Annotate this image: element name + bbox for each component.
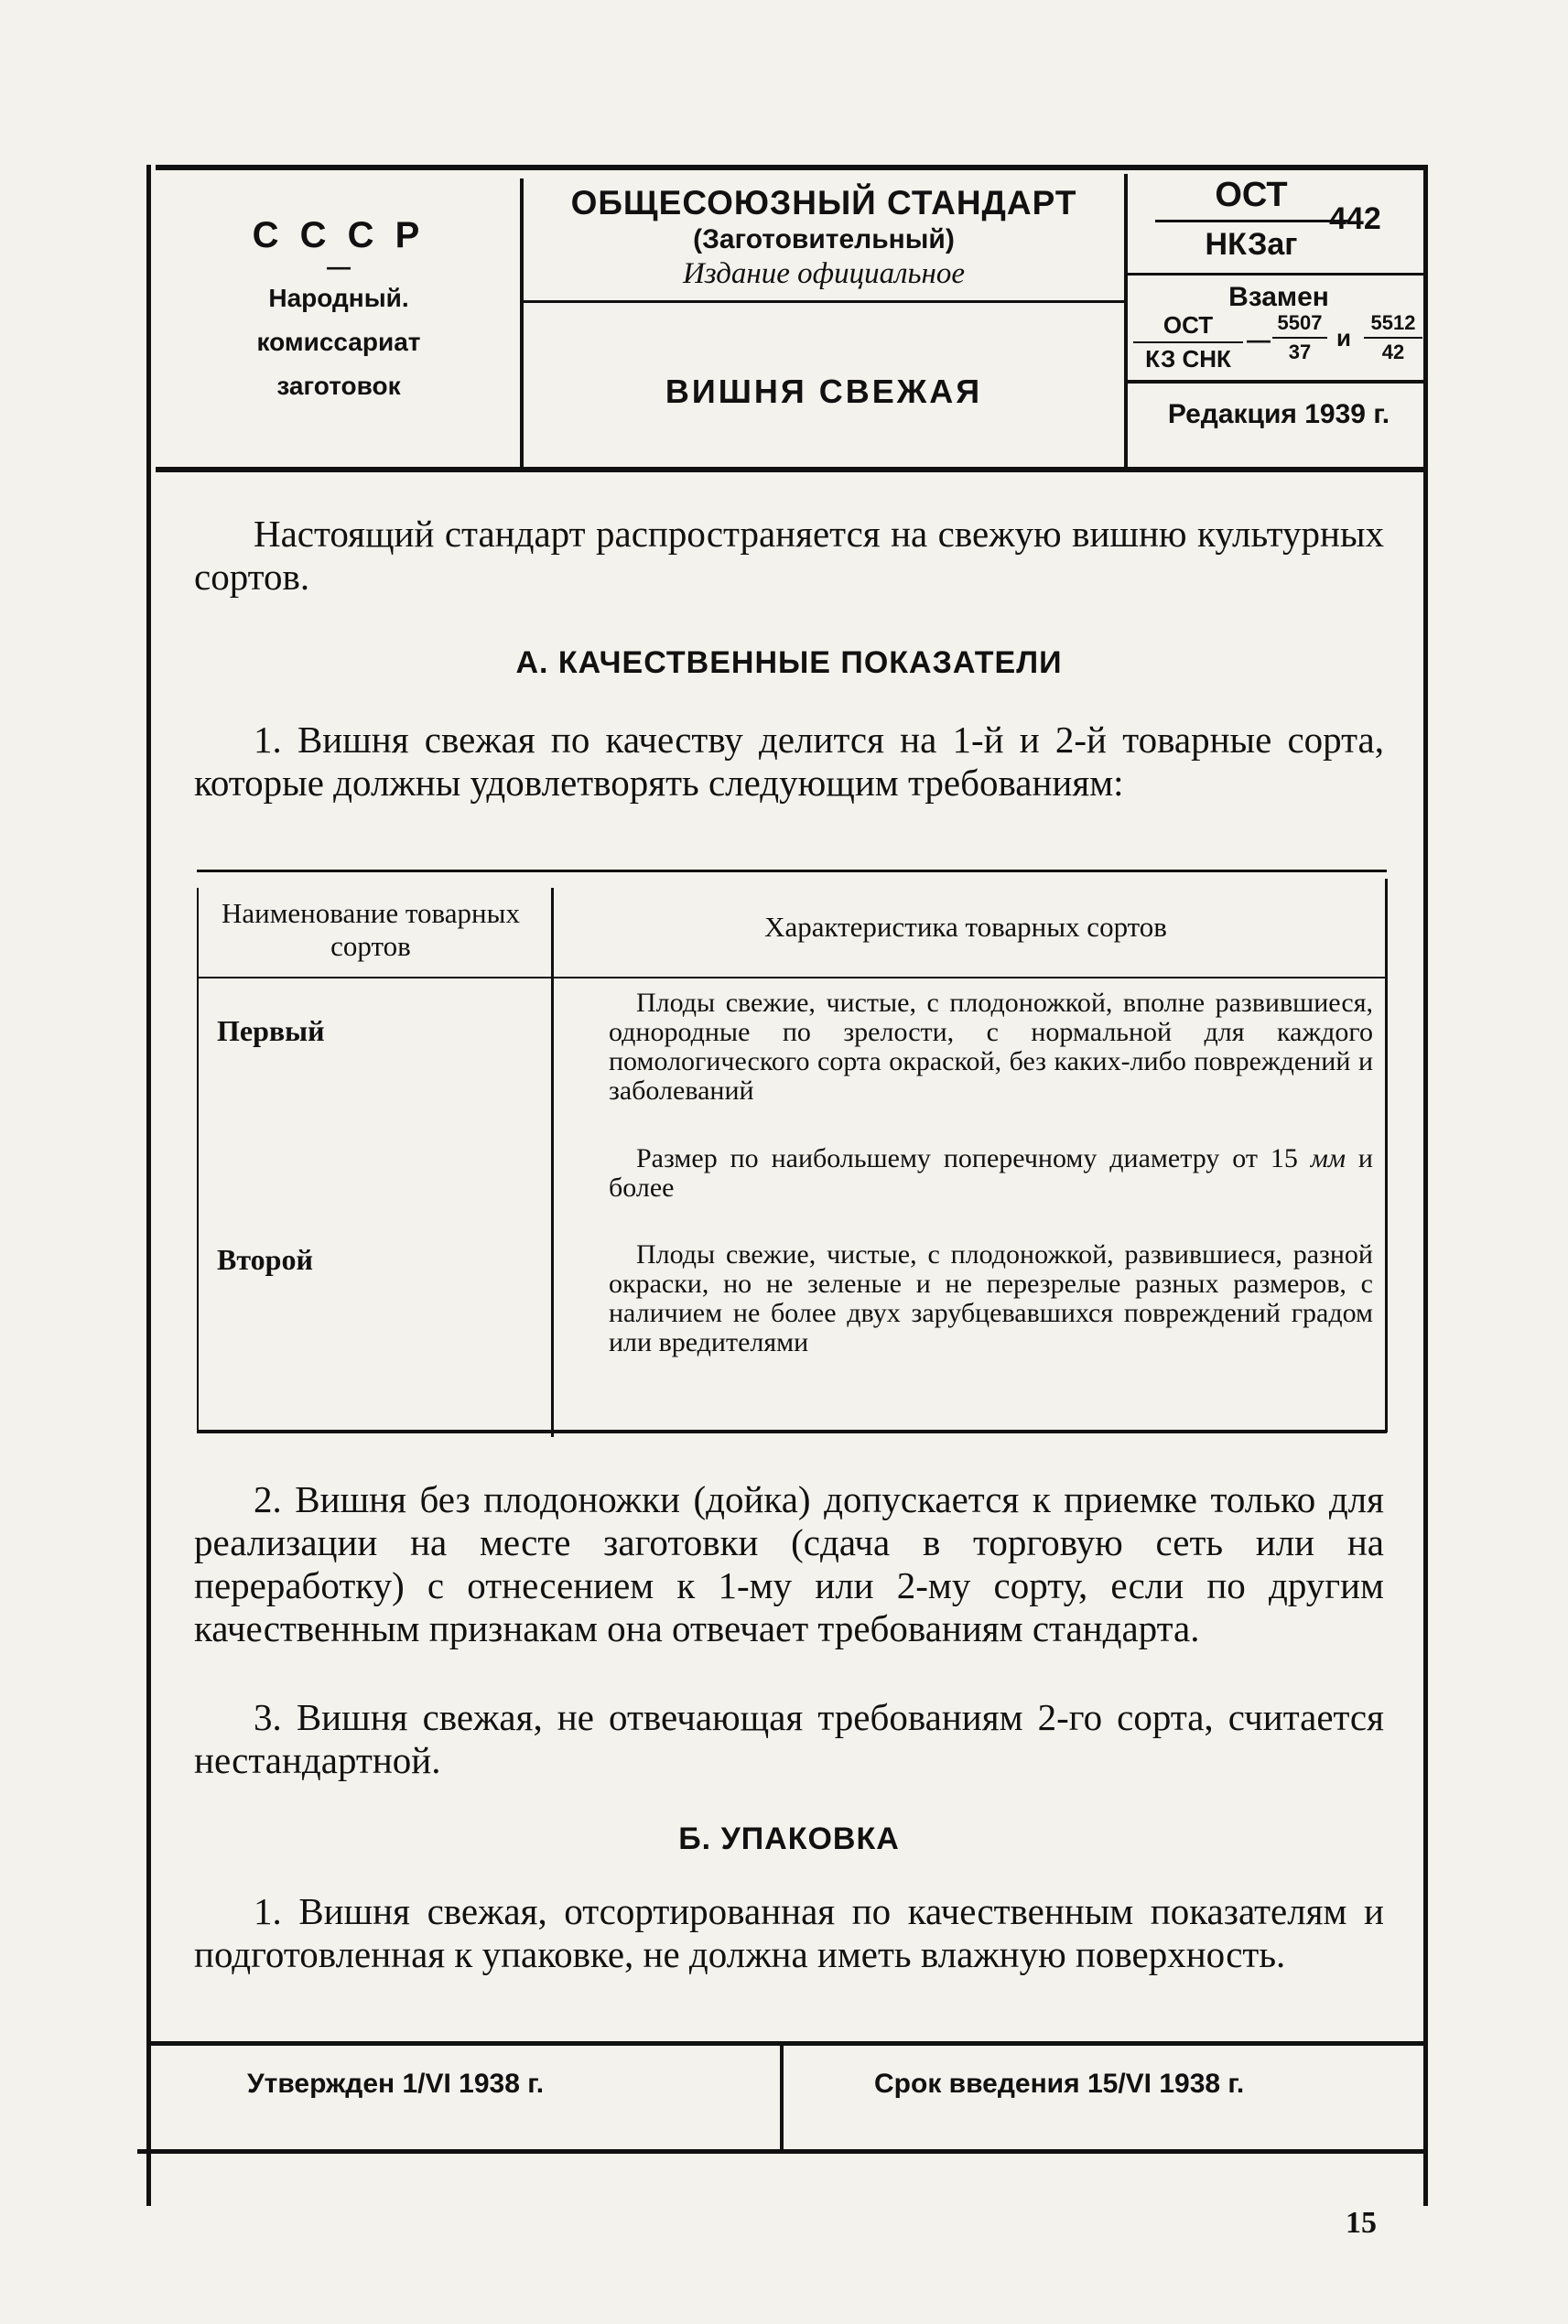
column-header-grade-name: Наименование товарных сортов xyxy=(222,897,520,962)
org-line-2: комиссариат xyxy=(256,328,421,356)
table-bottom-rule xyxy=(197,1430,1387,1433)
ost-number: 442 xyxy=(1329,201,1381,236)
paragraph-a2 xyxy=(194,1478,1384,1650)
replaces-dash: — xyxy=(1247,326,1271,353)
table-header-rule xyxy=(197,977,1387,978)
row-first-grade-name: Первый xyxy=(217,1014,325,1047)
standard-title: ОБЩЕСОЮЗНЫЙ СТАНДАРТ xyxy=(570,184,1077,222)
row-first-text-2b: и более xyxy=(609,1143,1373,1203)
paragraph-b1-text: 1. Вишня свежая, отсортированная по качественным показателям и подготовленная к упаковке, не должна иметь влажную поверхность. xyxy=(194,1890,1384,1975)
effective-date: Срок введения 15/VI 1938 г. xyxy=(874,2069,1245,2099)
approved-date: Утвержден 1/VI 1938 г. xyxy=(247,2069,545,2099)
replaces-ost-den: КЗ СНК xyxy=(1145,345,1231,373)
table-column-divider xyxy=(551,888,554,1437)
column-header-characteristics: Характеристика товарных сортов xyxy=(764,911,1167,943)
paragraph-a3-text: 3. Вишня свежая, не отвечающая требованиям 2-го сорта, считается нестандартной. xyxy=(194,1696,1384,1781)
standard-title-block xyxy=(526,178,1121,297)
replaces-fraction-1 xyxy=(1272,311,1327,364)
standard-subtitle: (Заготовительный) xyxy=(693,224,955,254)
header-divider-1 xyxy=(520,178,524,467)
ost-numerator: ОСТ xyxy=(1215,176,1288,214)
page-number: 15 xyxy=(1346,2206,1377,2240)
fraction-bar xyxy=(1272,337,1327,339)
replaces-and: и xyxy=(1336,324,1351,351)
paragraph-b1 xyxy=(194,1890,1384,1976)
table-top-rule xyxy=(197,870,1387,872)
replaces-formula xyxy=(1128,311,1430,373)
paragraph-a2-text: 2. Вишня без плодоножки (дойка) допускается к приемке только для реализации на месте заготовки (сдача в торговую сеть или на переработку) с отнесением к 1-му или 2-му сорту, если по другим качественным признакам она отвечает требованиям стандарта. xyxy=(194,1478,1384,1649)
row-second-text-1: Плоды свежие, чистые, с плодоножкой, развившиеся, разной окраски, но не зеленые и не перезрелые разных размеров, с наличием не более двух зарубцевавшихся повреждений градом или вредителями xyxy=(609,1239,1373,1357)
row-first-grade-description xyxy=(609,989,1373,1106)
product-block xyxy=(526,307,1121,462)
ost-fraction xyxy=(1146,174,1357,263)
row-first-text-2a: Размер по наибольшему поперечному диаметру от 15 xyxy=(636,1143,1311,1173)
fraction-bar xyxy=(1155,220,1347,222)
header-mid-rule xyxy=(524,300,1124,303)
row-first-text-1: Плоды свежие, чистые, с плодоножкой, вполне развившиеся, однородные по зрелости, с нормальной для каждого помологического сорта окраской, без каких-либо повреждений и заболеваний xyxy=(609,988,1373,1106)
replaces-n2-den: 42 xyxy=(1381,340,1405,363)
replaces-label: Взамен xyxy=(1228,282,1329,312)
section-b-heading: Б. УПАКОВКА xyxy=(678,1821,900,1856)
footer-divider xyxy=(780,2046,784,2151)
replaces-n1-num: 5507 xyxy=(1277,311,1323,334)
table-left-line xyxy=(197,888,199,1432)
org-line-3: заготовок xyxy=(276,372,401,400)
revision-label: Редакция 1939 г. xyxy=(1167,399,1390,429)
ost-denominator: НКЗаг xyxy=(1205,227,1298,262)
row-second-grade-name: Второй xyxy=(217,1243,313,1276)
replaces-n2-num: 5512 xyxy=(1370,311,1416,334)
country-dash: — xyxy=(327,253,351,280)
replaces-n1-den: 37 xyxy=(1288,340,1312,363)
frame-left-line xyxy=(146,165,151,2206)
header-top-rule xyxy=(156,165,1428,170)
intro-text: Настоящий стандарт распространяется на свежую вишню культурных сортов. xyxy=(194,513,1384,598)
section-a-heading: А. КАЧЕСТВЕННЫЕ ПОКАЗАТЕЛИ xyxy=(515,645,1063,680)
paragraph-a1-text: 1. Вишня свежая по качеству делится на 1-й и 2-й товарные сорта, которые должны удовлетворять следующим требованиям: xyxy=(194,719,1384,804)
paragraph-a1 xyxy=(194,719,1384,805)
paragraph-a3 xyxy=(194,1696,1384,1782)
header-bottom-rule xyxy=(156,467,1428,472)
intro-paragraph xyxy=(194,513,1384,599)
standard-number-block xyxy=(1128,174,1430,467)
replaces-fraction-2 xyxy=(1364,311,1422,364)
footer-top-rule xyxy=(151,2041,1423,2046)
org-line-1: Народный. xyxy=(268,284,409,312)
row-first-unit: мм xyxy=(1310,1143,1346,1173)
fraction-bar xyxy=(1364,337,1422,339)
replaces-ost-num: ОСТ xyxy=(1162,311,1214,339)
replaces-ost-fraction xyxy=(1133,311,1243,373)
country-label: С С С Р xyxy=(252,215,426,255)
issuer-block xyxy=(160,178,517,462)
grades-table xyxy=(197,870,1387,1437)
product-title: ВИШНЯ СВЕЖАЯ xyxy=(665,373,983,410)
row-first-grade-size xyxy=(609,1144,1373,1203)
table-right-line xyxy=(1385,879,1388,1432)
row-second-grade-description xyxy=(609,1240,1373,1357)
edition-label: Издание официальное xyxy=(682,257,966,290)
fraction-bar xyxy=(1133,341,1243,343)
